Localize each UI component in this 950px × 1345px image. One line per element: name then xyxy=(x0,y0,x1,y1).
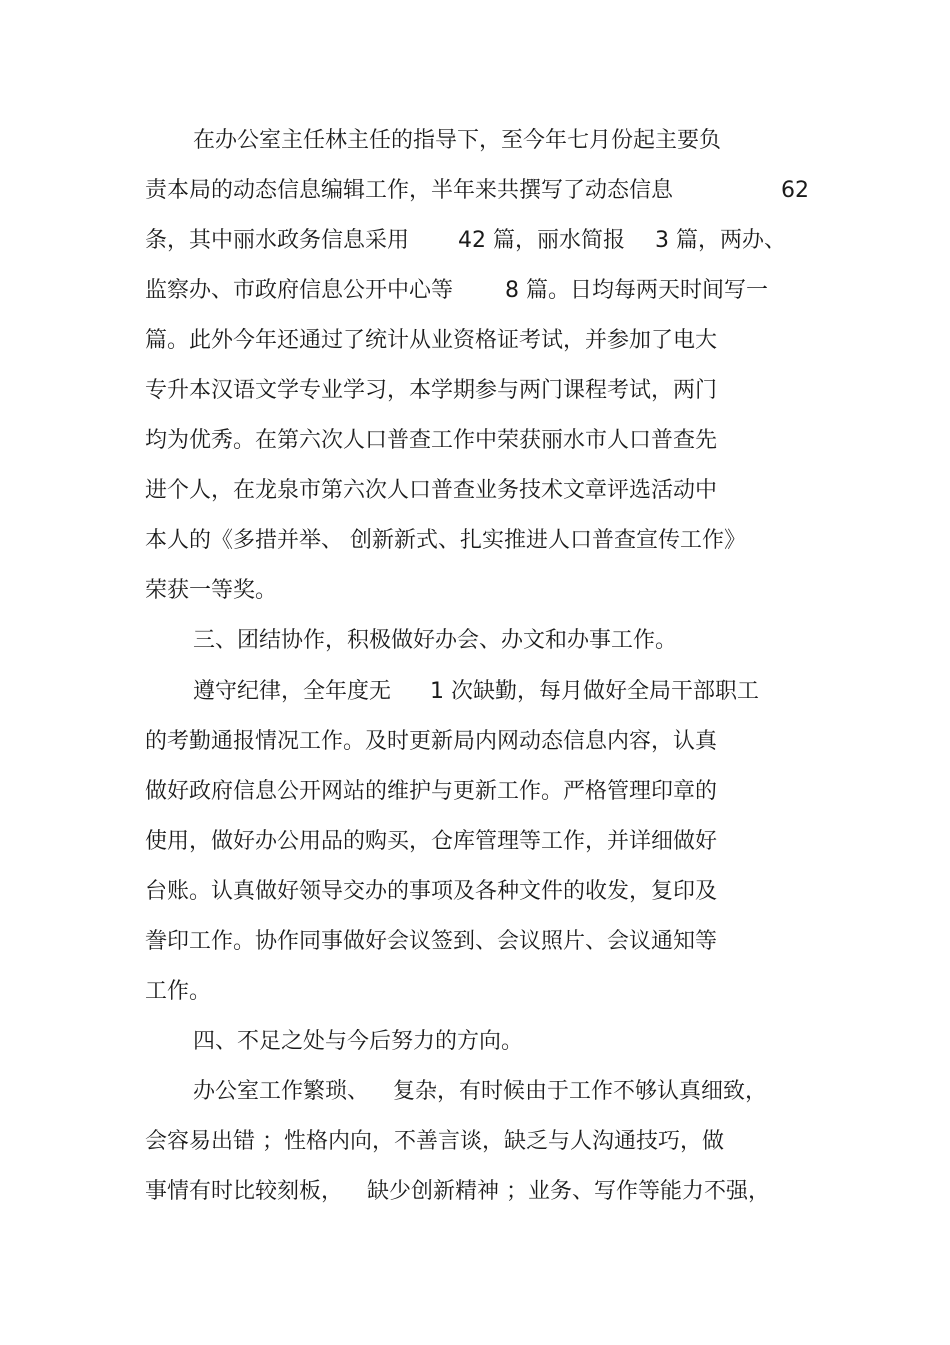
text-line: 责本局的动态信息编辑工作，半年来共撰写了动态信息 xyxy=(145,178,674,203)
text-line: 誊印工作。协作同事做好会议签到、会议照片、会议通知等 xyxy=(145,929,718,954)
section-heading: 三、团结协作，积极做好办会、办文和办事工作。 xyxy=(193,628,678,653)
text-line: 本人的《多措并举、 创新新式、扎实推进人口普查宣传工作》 xyxy=(145,528,746,553)
text-line: 办公室工作繁琐、 xyxy=(193,1079,370,1104)
text-line: 遵守纪律，全年度无 xyxy=(193,679,392,704)
text-line: 42 篇，丽水简报 xyxy=(458,228,625,253)
section-heading: 四、不足之处与今后努力的方向。 xyxy=(193,1029,524,1054)
text-line: 进个人，在龙泉市第六次人口普查业务技术文章评选活动中 xyxy=(145,478,718,503)
text-line: 事情有时比较刻板， xyxy=(145,1179,344,1204)
text-line: 会容易出错 ；性格内向，不善言谈，缺乏与人沟通技巧，做 xyxy=(145,1129,724,1154)
text-line: 1 次缺勤，每月做好全局干部职工 xyxy=(430,679,759,704)
text-line: 工作。 xyxy=(145,979,212,1004)
text-line: 做好政府信息公开网站的维护与更新工作。严格管理印章的 xyxy=(145,779,718,804)
text-line: 62 xyxy=(781,178,809,203)
text-line: 复杂，有时候由于工作不够认真细致， xyxy=(393,1079,768,1104)
text-line: 条，其中丽水政务信息采用 xyxy=(145,228,410,253)
text-line: 篇。此外今年还通过了统计从业资格证考试，并参加了电大 xyxy=(145,328,718,353)
text-line: 专升本汉语文学专业学习，本学期参与两门课程考试，两门 xyxy=(145,378,718,403)
text-line: 的考勤通报情况工作。及时更新局内网动态信息内容，认真 xyxy=(145,729,718,754)
text-line: 8 篇。日均每两天时间写一 xyxy=(505,278,768,303)
text-line: 3 篇，两办、 xyxy=(655,228,786,253)
text-line: 台账。认真做好领导交办的事项及各种文件的收发，复印及 xyxy=(145,879,718,904)
text-line: 缺少创新精神 ；业务、写作等能力不强， xyxy=(367,1179,770,1204)
text-line: 在办公室主任林主任的指导下，至今年七月份起主要负 xyxy=(193,128,722,153)
text-line: 使用，做好办公用品的购买，仓库管理等工作，并详细做好 xyxy=(145,829,718,854)
text-line: 监察办、市政府信息公开中心等 xyxy=(145,278,454,303)
text-line: 均为优秀。在第六次人口普查工作中荣获丽水市人口普查先 xyxy=(145,428,718,453)
text-line: 荣获一等奖。 xyxy=(145,578,278,603)
